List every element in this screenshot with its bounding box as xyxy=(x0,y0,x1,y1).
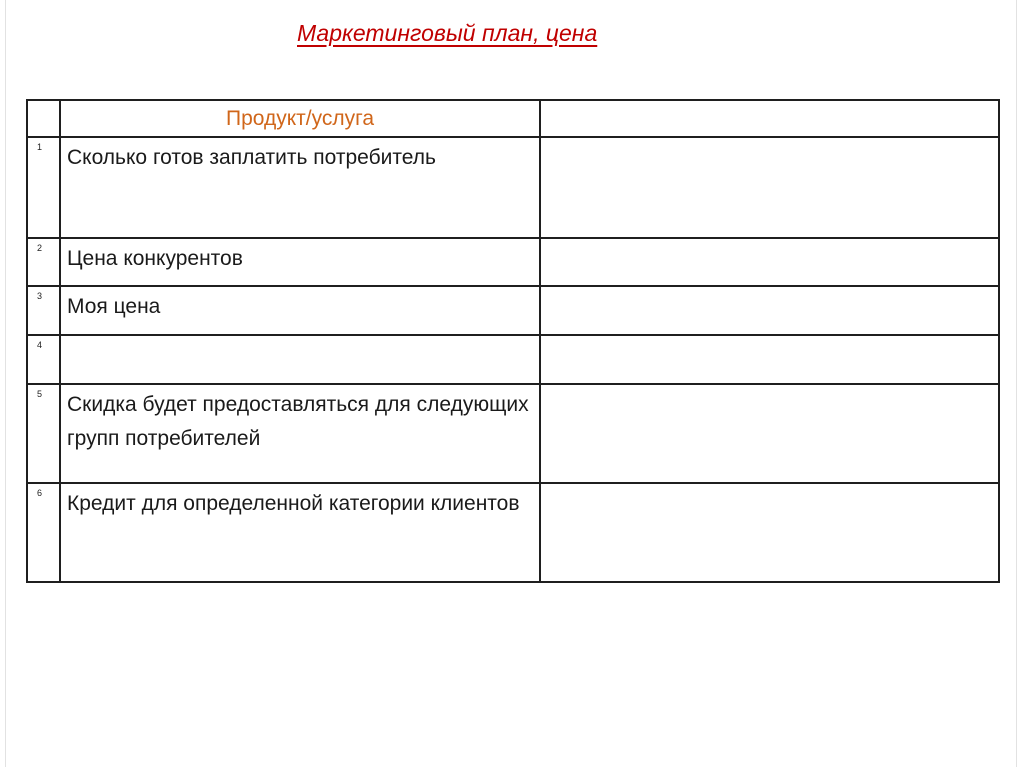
row-value-cell[interactable] xyxy=(540,335,999,384)
page-title: Маркетинговый план, цена xyxy=(297,20,598,46)
row-label: Моя цена xyxy=(60,286,540,335)
row-label: Скидка будет предоставляться для следующих групп потребителей xyxy=(60,384,540,483)
table-row xyxy=(27,238,999,286)
row-value-cell[interactable] xyxy=(540,286,999,335)
table-row xyxy=(27,335,999,384)
row-label: Сколько готов заплатить потребитель xyxy=(60,137,540,238)
row-number: 6 xyxy=(27,483,60,582)
row-label xyxy=(60,335,540,384)
row-number: 5 xyxy=(27,384,60,483)
row-label: Цена конкурентов xyxy=(60,238,540,286)
marketing-plan-table xyxy=(26,99,1000,583)
row-value-cell[interactable] xyxy=(540,483,999,582)
table-row xyxy=(27,483,999,582)
header-value-cell[interactable] xyxy=(540,100,999,137)
row-number: 2 xyxy=(27,238,60,286)
header-product-cell: Продукт/услуга xyxy=(60,100,540,137)
table-row xyxy=(27,286,999,335)
row-number: 1 xyxy=(27,137,60,238)
table-header-row xyxy=(27,100,999,137)
header-num-cell xyxy=(27,100,60,137)
row-value-cell[interactable] xyxy=(540,238,999,286)
row-number: 3 xyxy=(27,286,60,335)
table-row xyxy=(27,137,999,238)
row-number: 4 xyxy=(27,335,60,384)
row-value-cell[interactable] xyxy=(540,137,999,238)
table-row xyxy=(27,384,999,483)
row-value-cell[interactable] xyxy=(540,384,999,483)
row-label: Кредит для определенной категории клиентов xyxy=(60,483,540,582)
